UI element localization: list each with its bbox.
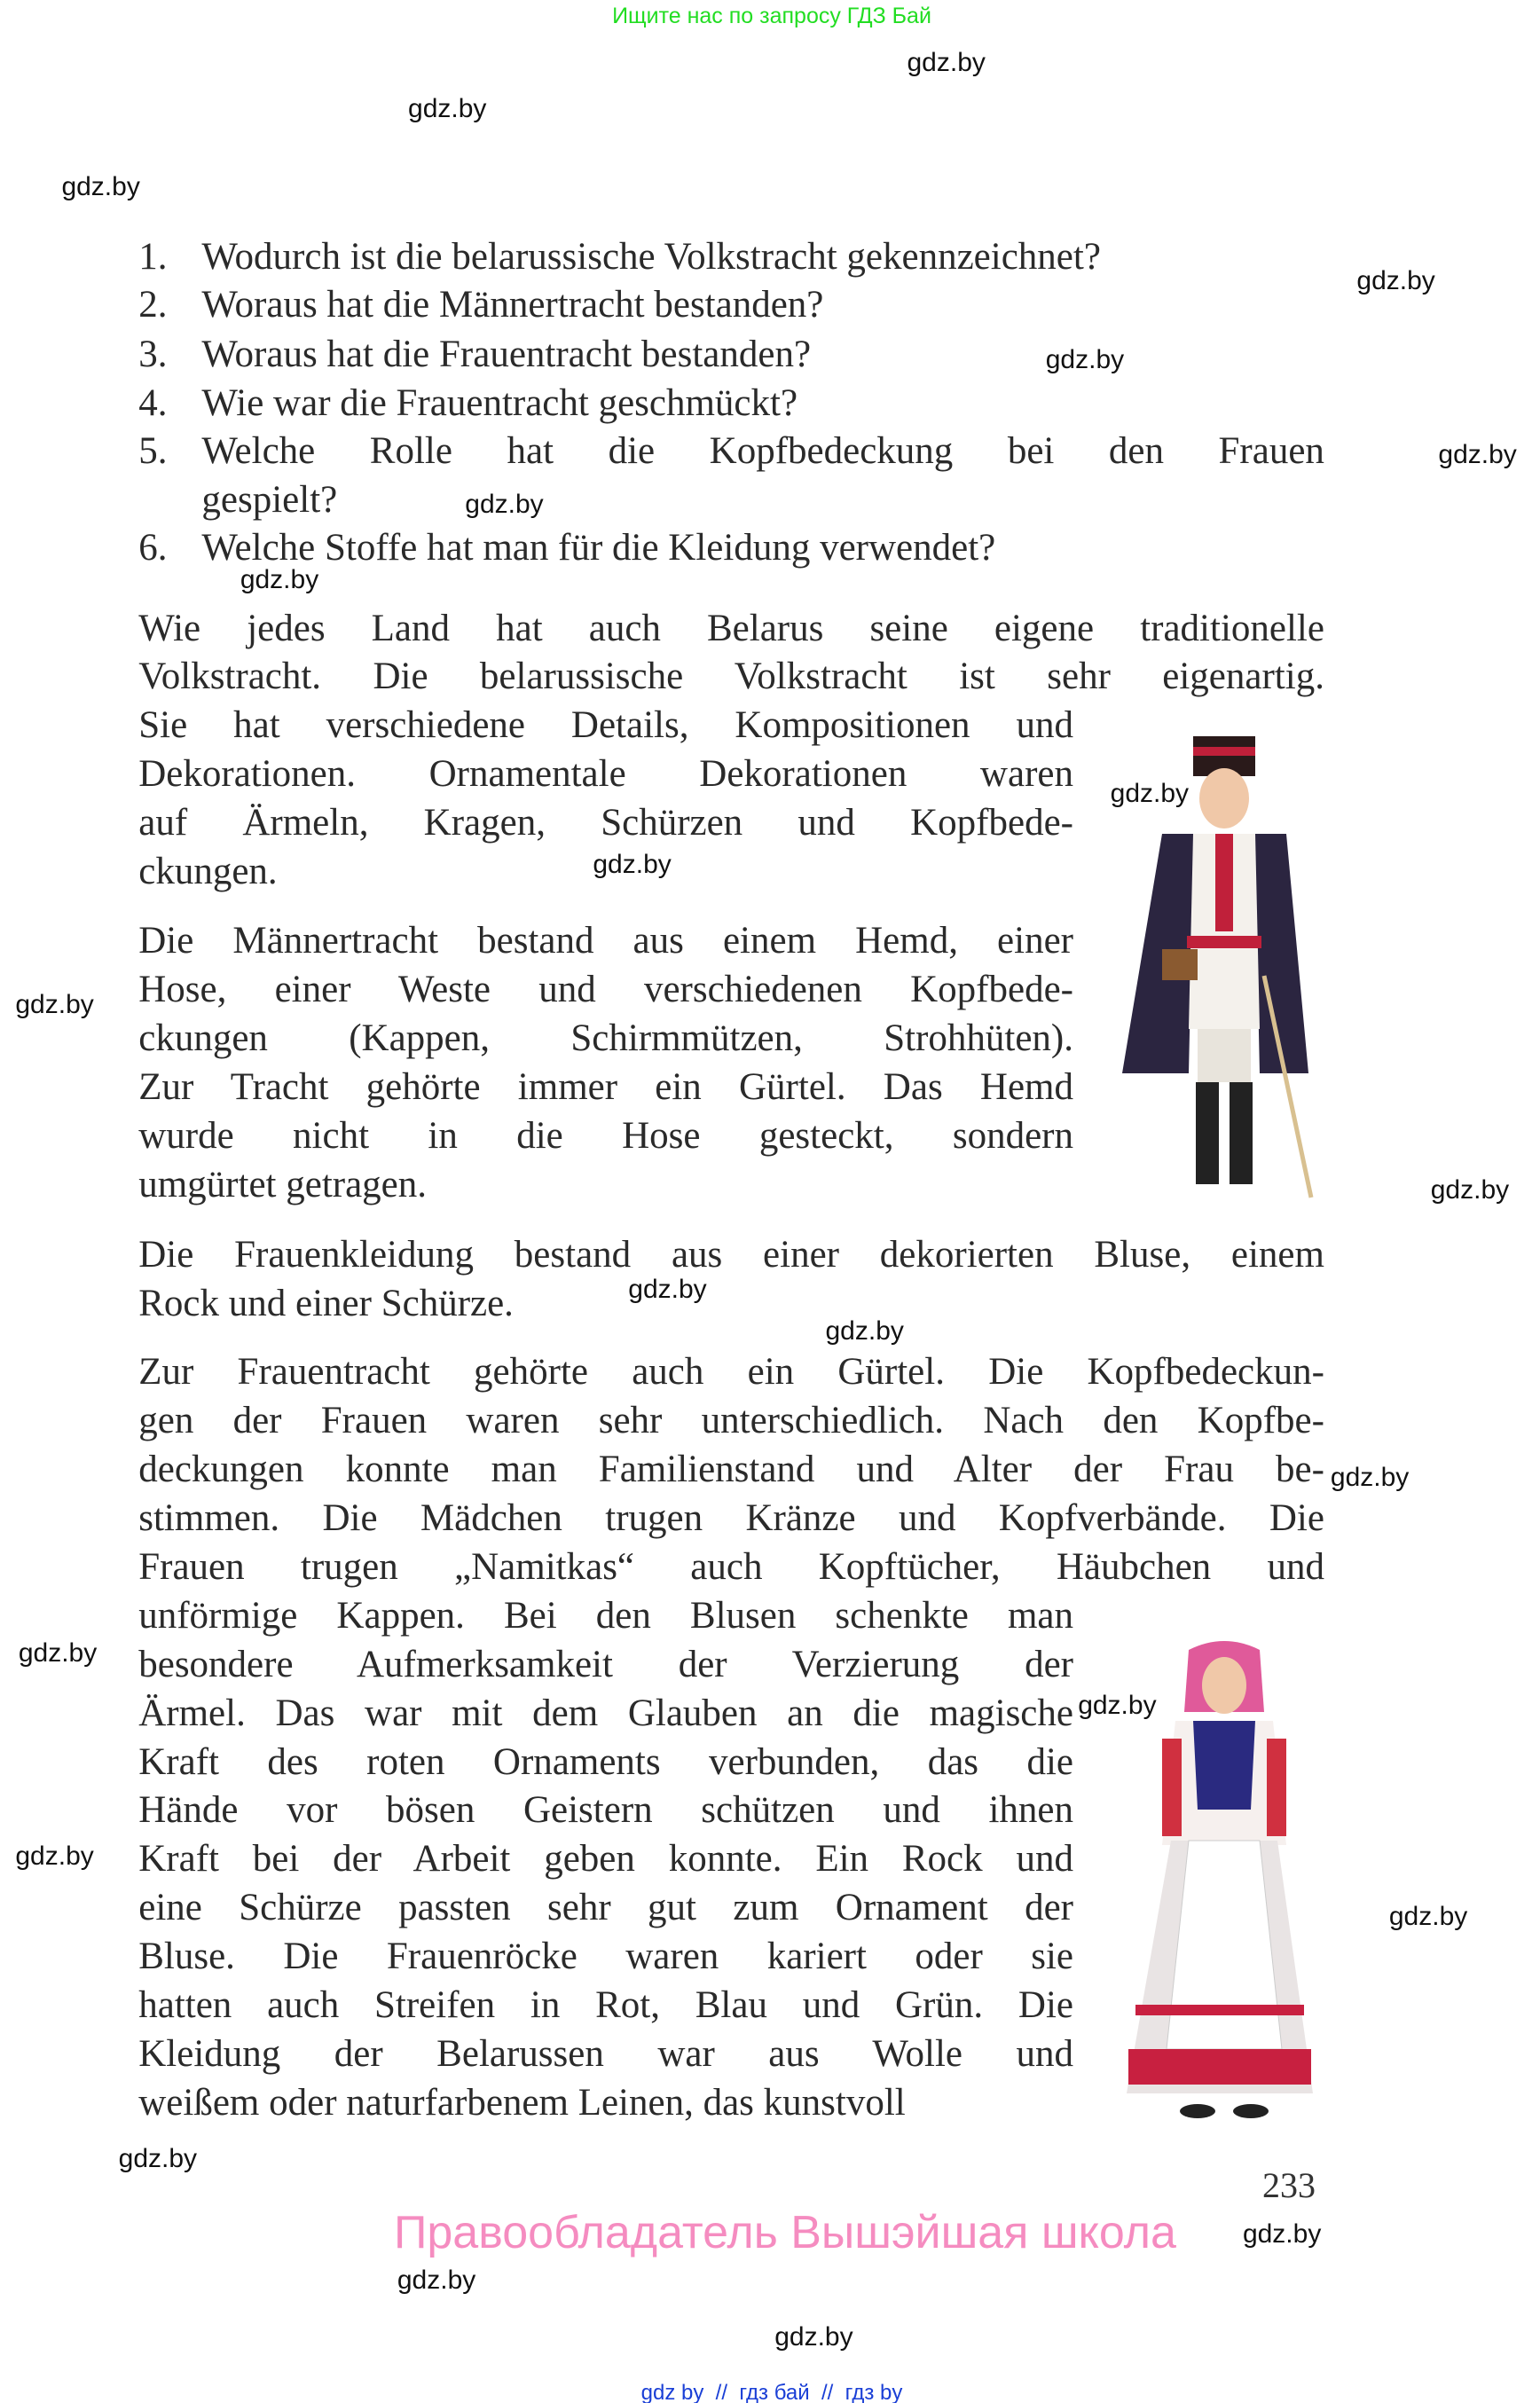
watermark: gdz.by	[397, 2265, 476, 2295]
question-text: Wie war die Frauentracht geschmückt?	[201, 382, 798, 425]
question-number: 2.	[138, 283, 168, 326]
search-banner: Ищите нас по запросу ГДЗ Бай	[612, 4, 931, 28]
question-text: Woraus hat die Frauentracht bestanden?	[201, 333, 812, 375]
copyright-notice: Правообладатель Вышэйшая школа	[394, 2207, 1176, 2258]
paragraph-line: stimmen. Die Mädchen trugen Kränze und Kopfverbände. Die	[138, 1496, 1324, 1539]
paragraph-line: ckungen.	[138, 851, 278, 893]
watermark: gdz.by	[1388, 1901, 1468, 1931]
watermark: gdz.by	[1330, 1463, 1410, 1493]
paragraph-line: Zur Frauentracht gehörte auch ein Gürtel. Die Kopfbedeckun-	[138, 1351, 1324, 1393]
watermark: gdz.by	[240, 565, 319, 595]
paragraph-line: Zur Tracht gehörte immer ein Gürtel. Das Hemd	[138, 1065, 1073, 1108]
watermark: gdz.by	[1356, 266, 1435, 296]
paragraph-line: Bluse. Die Frauenröcke waren kariert oder sie	[138, 1936, 1073, 1978]
watermark: gdz.by	[408, 93, 487, 123]
watermark: gdz.by	[1045, 344, 1125, 374]
watermark: gdz.by	[593, 850, 672, 880]
watermark: gdz.by	[825, 1316, 904, 1347]
watermark: gdz.by	[907, 47, 986, 77]
paragraph-line: gen der Frauen waren sehr unterschiedlich. Nach den Kopfbe-	[138, 1399, 1324, 1441]
paragraph-line: Kleidung der Belarussen war aus Wolle und	[138, 2033, 1073, 2076]
watermark: gdz.by	[1110, 779, 1190, 809]
watermark: gdz.by	[1438, 440, 1517, 470]
watermark: gdz.by	[1078, 1691, 1157, 1721]
question-number: 1.	[138, 236, 168, 279]
watermark: gdz.by	[1430, 1174, 1510, 1205]
paragraph-line: ckungen (Kappen, Schirmmützen, Strohhüten).	[138, 1017, 1073, 1059]
page-number: 233	[1262, 2165, 1316, 2205]
watermark: gdz.by	[1242, 2218, 1322, 2249]
question-number: 4.	[138, 382, 168, 425]
paragraph-line: Rock und einer Schürze.	[138, 1283, 514, 1324]
watermark: gdz.by	[61, 172, 140, 202]
question-text: Welche Rolle hat die Kopfbedeckung bei den Frauen	[201, 429, 1324, 472]
watermark: gdz.by	[118, 2143, 198, 2173]
paragraph-line: Wie jedes Land hat auch Belarus seine eigene traditionelle	[138, 607, 1324, 649]
paragraph-line: auf Ärmeln, Kragen, Schürzen und Kopfbede-	[138, 802, 1073, 844]
paragraph-line: Dekorationen. Ornamentale Dekorationen waren	[138, 753, 1073, 796]
paragraph-line: Die Frauenkleidung bestand aus einer dekorierten Bluse, einem	[138, 1234, 1324, 1276]
watermark: gdz.by	[18, 1638, 98, 1669]
question-text: gespielt?	[201, 479, 338, 522]
watermark: gdz.by	[15, 1842, 94, 1872]
paragraph-line: Die Männertracht bestand aus einem Hemd, einer	[138, 919, 1073, 962]
question-text: Wodurch ist die belarussische Volkstracht gekennzeichnet?	[201, 236, 1101, 279]
paragraph-line: unförmige Kappen. Bei den Blusen schenkte man	[138, 1594, 1073, 1637]
watermark: gdz.by	[774, 2321, 853, 2352]
paragraph-line: wurde nicht in die Hose gesteckt, sondern	[138, 1114, 1073, 1157]
watermark: gdz.by	[15, 990, 94, 1020]
paragraph-line: Hose, einer Weste und verschiedenen Kopfbede-	[138, 968, 1073, 1010]
paragraph-line: Sie hat verschiedene Details, Kompositionen und	[138, 704, 1073, 747]
paragraph-line: Frauen trugen „Namitkas“ auch Kopftücher, Häubchen und	[138, 1545, 1324, 1588]
paragraph-line: hatten auch Streifen in Rot, Blau und Grün. Die	[138, 1984, 1073, 2027]
paragraph-line: Ärmel. Das war mit dem Glauben an die magische	[138, 1692, 1073, 1734]
paragraph-line: Volkstracht. Die belarussische Volkstracht ist sehr eigenartig.	[138, 656, 1324, 698]
watermark: gdz.by	[628, 1275, 707, 1305]
footer-links[interactable]: gdz by // гдз бай // гдз by	[640, 2381, 903, 2403]
watermark: gdz.by	[465, 490, 544, 520]
paragraph-line: weißem oder naturfarbenem Leinen, das kunstvoll	[138, 2082, 906, 2124]
paragraph-line: Hände vor bösen Geistern schützen und ihnen	[138, 1789, 1073, 1832]
paragraph-line: besondere Aufmerksamkeit der Verzierung der	[138, 1643, 1073, 1685]
paragraph-line: umgürtet getragen.	[138, 1163, 428, 1205]
paragraph-line: Kraft bei der Arbeit geben konnte. Ein Rock und	[138, 1838, 1073, 1881]
paragraph-line: eine Schürze passten sehr gut zum Ornament der	[138, 1887, 1073, 1929]
question-number: 5.	[138, 429, 168, 472]
question-number: 3.	[138, 333, 168, 375]
question-text: Welche Stoffe hat man für die Kleidung verwendet?	[201, 527, 996, 569]
paragraph-line: Kraft des roten Ornaments verbunden, das die	[138, 1740, 1073, 1783]
paragraph-line: deckungen konnte man Familienstand und Alter der Frau be-	[138, 1448, 1324, 1490]
question-number: 6.	[138, 527, 168, 569]
question-text: Woraus hat die Männertracht bestanden?	[201, 283, 824, 326]
